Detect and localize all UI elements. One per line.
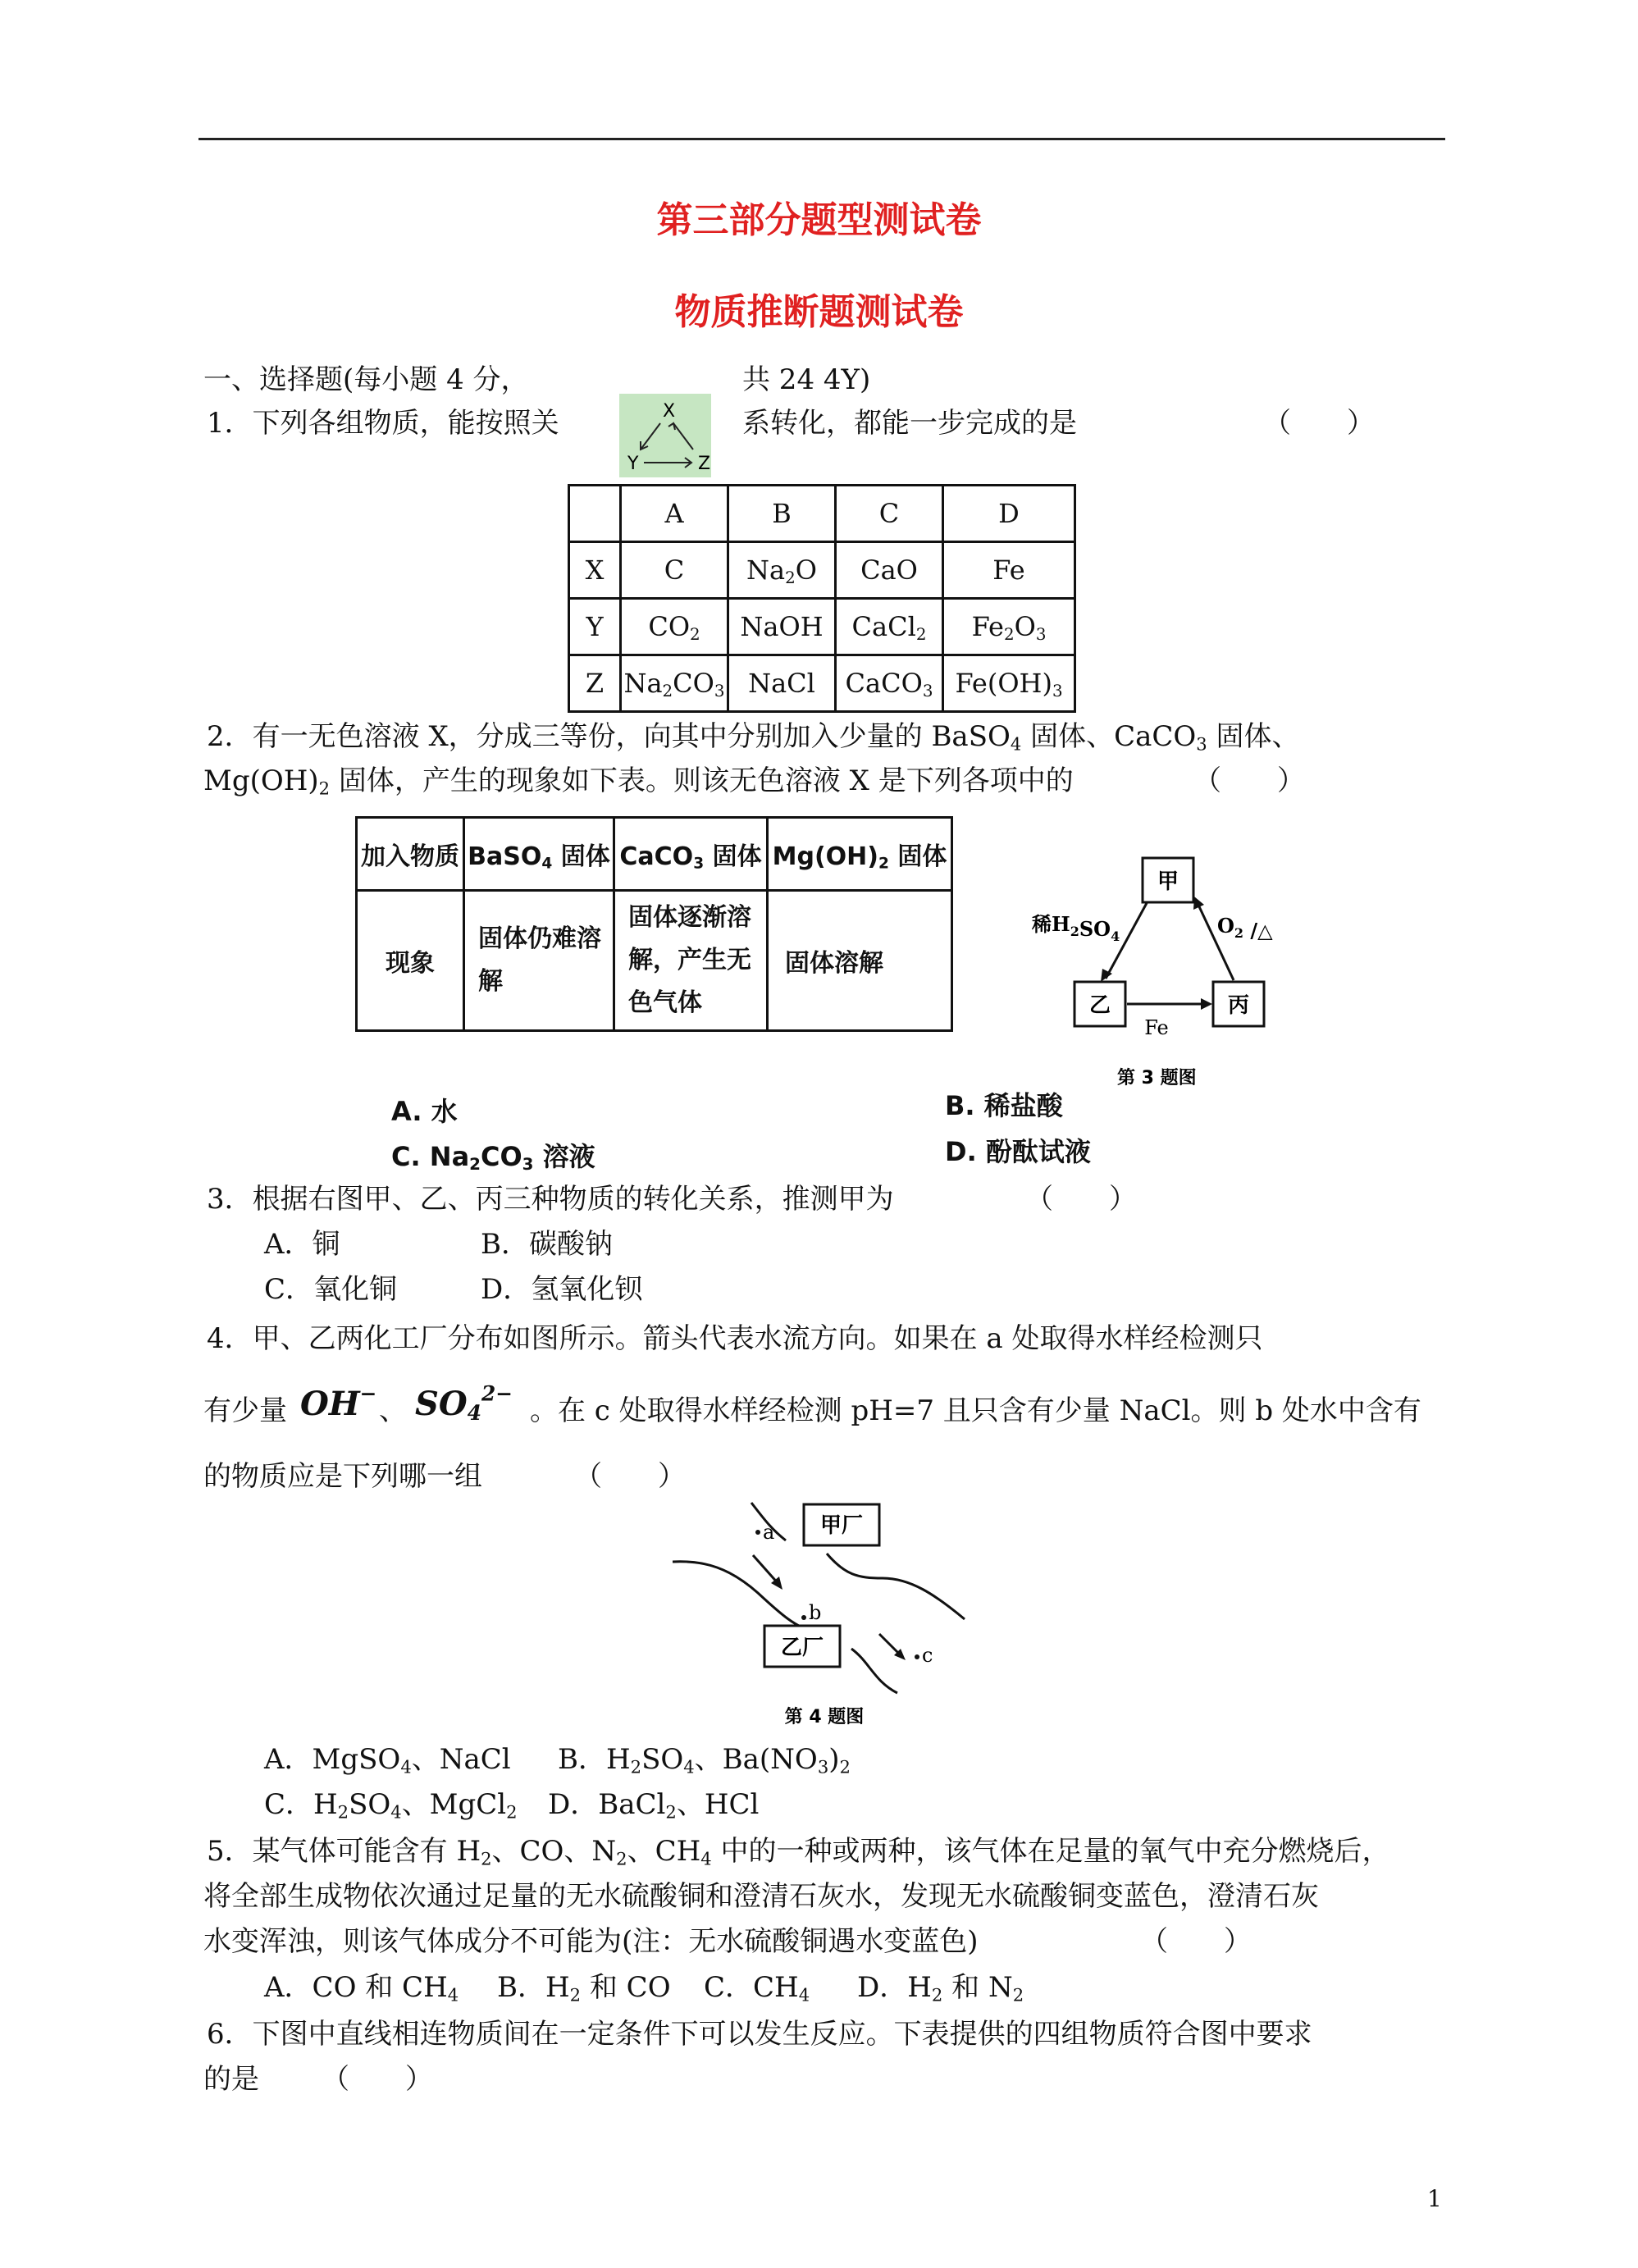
q4-ion-oh: OH− — [300, 1381, 377, 1423]
q4-separator: 、 — [379, 1394, 407, 1427]
q5-option-d: D．$H_2$ 和 $N_2$ — [857, 1971, 1024, 2006]
table-cell: $Na_2CO_3$ — [621, 655, 728, 712]
q3-option-d: D．氢氧化钡 — [481, 1273, 643, 1306]
fig3-bing: 丙 — [1227, 993, 1250, 1018]
table-row — [357, 891, 952, 1031]
table-cell: NaCl — [728, 655, 836, 712]
label-c: c — [922, 1644, 933, 1667]
q3-option-c: C．氧化铜 — [264, 1273, 398, 1306]
table-cell — [569, 486, 621, 542]
river-bank-upper-left — [673, 1562, 815, 1632]
q5-option-b: B．$H_2$ 和 CO — [497, 1971, 671, 2006]
table-cell: CaCO$_3$ — [836, 655, 943, 712]
table-cell: CaO — [836, 542, 943, 599]
q3-option-a: A．铜 — [264, 1228, 340, 1261]
q2-option-b: B. 稀盐酸 — [945, 1090, 1063, 1121]
table-cell: Y — [569, 599, 621, 655]
table-cell: NaOH — [728, 599, 836, 655]
q4-line2-start: 有少量 — [203, 1394, 287, 1427]
river-bank-right — [827, 1554, 965, 1619]
fig3-edge-left: 稀$H_2SO_4$ — [1032, 912, 1120, 944]
diagram-y: Y — [627, 454, 639, 474]
q1-answer-paren: （ ） — [1263, 407, 1375, 440]
fig4-caption: 第 4 题图 — [784, 1707, 865, 1727]
table-cell: $Na_2O$ — [728, 542, 836, 599]
q4-line2-end: 。在 c 处取得水样经检测 pH=7 且只含有少量 NaCl。则 b 处水中含有 — [530, 1394, 1421, 1427]
q3-stem: 3．根据右图甲、乙、丙三种物质的转化关系，推测甲为 — [207, 1183, 894, 1216]
q5-option-c: C．$CH_4$ — [704, 1971, 810, 2006]
label-b: b — [809, 1601, 822, 1624]
table-cell: 固体溶解 — [768, 891, 952, 1031]
header-rule — [198, 138, 1445, 140]
q3-option-b: B．碳酸钠 — [481, 1228, 613, 1261]
table-cell: Z — [569, 655, 621, 712]
fig3-caption: 第 3 题图 — [1117, 1068, 1197, 1088]
q2-option-a: A. 水 — [391, 1096, 458, 1127]
fig3-arrowhead-yi-bing — [1201, 998, 1212, 1010]
page-subtitle: 物质推断题测试卷 — [674, 291, 964, 333]
q2-table — [355, 816, 953, 1032]
q1-xyz-diagram — [619, 394, 711, 477]
q2-option-d: D. 酚酞试液 — [945, 1136, 1091, 1167]
point-b — [801, 1615, 806, 1620]
label-a: a — [763, 1521, 775, 1544]
q4-option-b: B．$H_2SO_4$、$Ba(NO_3)_2$ — [558, 1743, 851, 1777]
q3-answer-paren: （ ） — [1025, 1183, 1137, 1216]
q2-line1: 2．有一无色溶液 X，分成三等份，向其中分别加入少量的 BaSO$_4$ 固体、CaCO$_3$ 固体、 — [207, 720, 1300, 755]
q6-answer-paren: （ ） — [322, 2063, 433, 2096]
fig3-jia: 甲 — [1157, 869, 1179, 894]
table-cell: $Fe_2O_3$ — [943, 599, 1075, 655]
q2-option-c: C. $Na_2CO_3$ 溶液 — [391, 1141, 595, 1174]
page-number: 1 — [1427, 2185, 1442, 2212]
q5-option-a: A．CO 和 $CH_4$ — [264, 1971, 459, 2006]
table-row — [569, 655, 1075, 712]
table-cell: 现象 — [357, 891, 464, 1031]
q5-line1: 5．某气体可能含有 $H_2$、CO、$N_2$、$CH_4$ 中的一种或两种，该气体在足量的氧气中充分燃烧后， — [207, 1835, 1390, 1869]
q2-line2: $Mg(OH)_2$ 固体，产生的现象如下表。则该无色溶液 X 是下列各项中的 — [203, 764, 1074, 799]
table-cell: $CO_2$ — [621, 599, 728, 655]
q4-ion-so4: $SO_4^{2-}$ — [415, 1381, 513, 1426]
q4-line3: 的物质应是下列哪一组 — [203, 1460, 482, 1493]
section-heading: 一、选择题(每小题 4 分， — [203, 363, 529, 396]
fig4-diagram — [673, 1493, 976, 1739]
table-header-cell: C — [836, 486, 943, 542]
q1-table — [568, 484, 1076, 713]
q4-option-a: A．MgSO$_4$、NaCl — [264, 1743, 511, 1777]
diagram-x: X — [663, 401, 676, 422]
q5-line2: 将全部生成物依次通过足量的无水硫酸铜和澄清石灰水，发现无水硫酸铜变蓝色，澄清石灰 — [203, 1880, 1319, 1913]
point-c — [915, 1654, 919, 1659]
table-cell: $Mg(OH)_2$ 固体 — [768, 818, 952, 891]
table-header-cell: B — [728, 486, 836, 542]
table-cell: 加入物质 — [357, 818, 464, 891]
table-header-cell: D — [943, 486, 1075, 542]
q4-option-d: D．BaCl$_2$、HCl — [548, 1788, 760, 1823]
q4-option-c: C．$H_2SO_4$、MgCl$_2$ — [264, 1788, 518, 1823]
table-row — [569, 599, 1075, 655]
table-cell: $Fe(OH)_3$ — [943, 655, 1075, 712]
table-cell: X — [569, 542, 621, 599]
table-header-cell: A — [621, 486, 728, 542]
table-row — [357, 818, 952, 891]
page-title: 第三部分题型测试卷 — [656, 199, 982, 241]
diagram-z: Z — [698, 454, 711, 474]
table-cell: BaSO$_4$ 固体 — [464, 818, 614, 891]
table-row — [569, 542, 1075, 599]
q1-stem: 1．下列各组物质，能按照关 — [207, 407, 559, 440]
q5-line3: 水变浑浊，则该气体成分不可能为(注：无水硫酸铜遇水变蓝色) — [203, 1925, 979, 1958]
fig4-factory-jia: 甲厂 — [819, 1513, 864, 1538]
table-cell: 固体逐渐溶解，产生无色气体 — [614, 891, 768, 1031]
table-row — [569, 486, 1075, 542]
table-cell: CaCl$_2$ — [836, 599, 943, 655]
q4-line1: 4．甲、乙两化工厂分布如图所示。箭头代表水流方向。如果在 a 处取得水样经检测只 — [207, 1322, 1263, 1355]
table-cell: C — [621, 542, 728, 599]
section-heading-tail: 共 24 4Y) — [742, 363, 871, 396]
q6-line2: 的是 — [203, 2063, 259, 2096]
q1-stem-tail: 系转化，都能一步完成的是 — [742, 407, 1077, 440]
fig3-edge-right: $O_2$ /△ — [1217, 914, 1273, 942]
table-cell: Fe — [943, 542, 1075, 599]
q6-line1: 6．下图中直线相连物质间在一定条件下可以发生反应。下表提供的四组物质符合图中要求 — [207, 2018, 1312, 2051]
fig3-yi: 乙 — [1088, 993, 1111, 1018]
q5-answer-paren: （ ） — [1140, 1925, 1252, 1958]
river-bank-lower — [851, 1649, 897, 1693]
q4-answer-paren: （ ） — [574, 1460, 686, 1493]
fig3-edge-bottom: Fe — [1144, 1016, 1169, 1039]
fig4-factory-yi: 乙厂 — [780, 1636, 824, 1660]
point-a — [755, 1530, 760, 1535]
table-cell: 固体仍难溶解 — [464, 891, 614, 1031]
table-cell: CaCO$_3$ 固体 — [614, 818, 768, 891]
q2-answer-paren: （ ） — [1193, 764, 1305, 797]
fig3-diagram — [1025, 849, 1296, 1095]
